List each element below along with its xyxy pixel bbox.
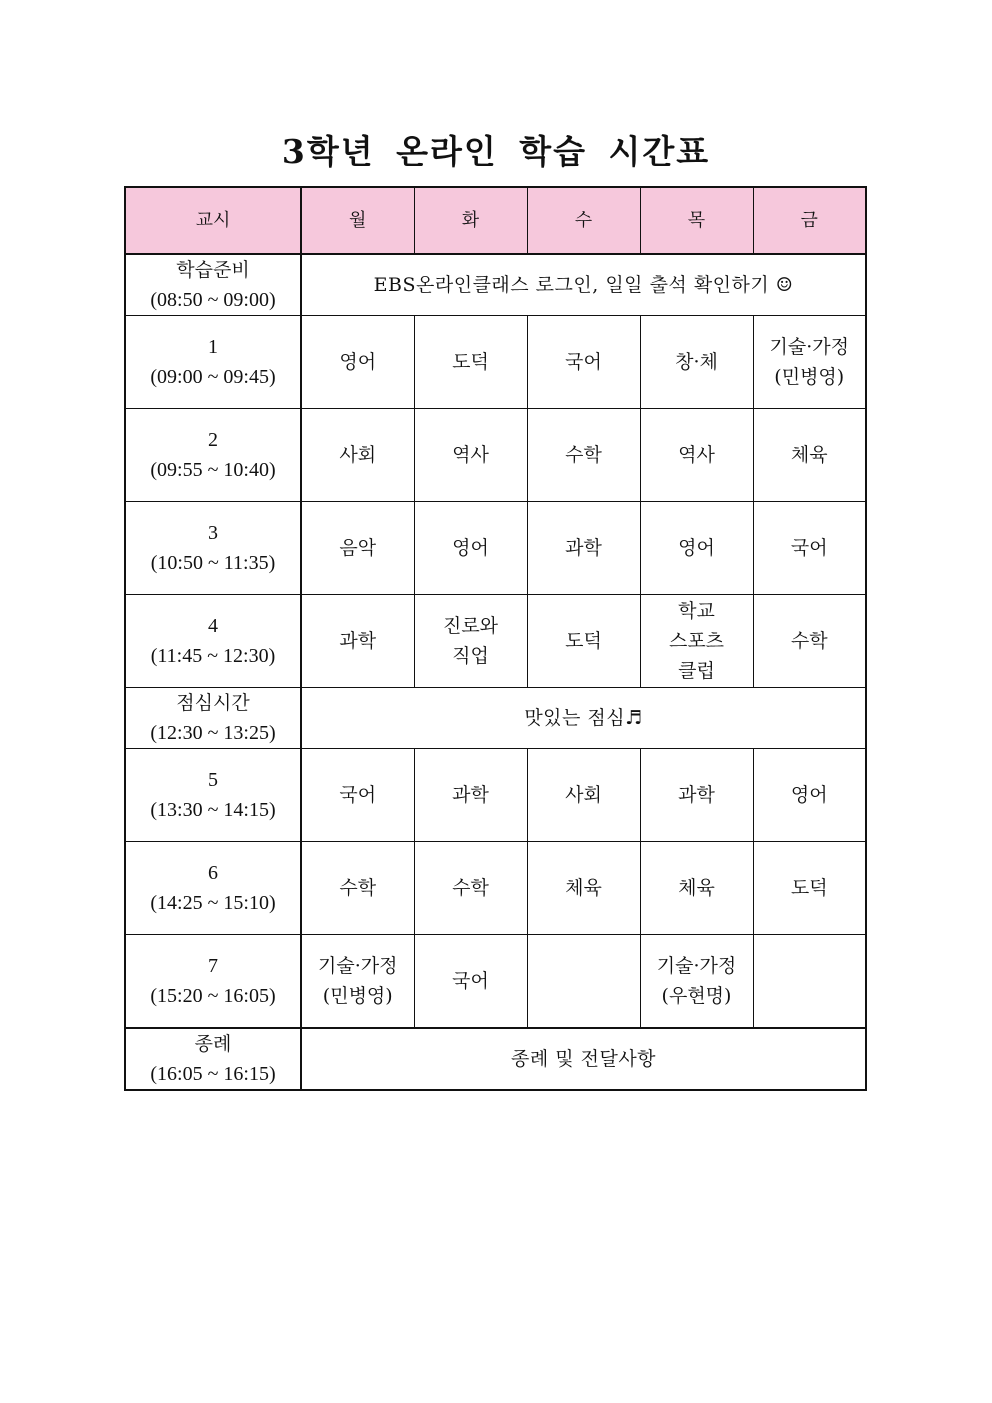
- subject-cell: 체육: [753, 409, 866, 502]
- teacher-name: (우현명): [661, 985, 732, 1007]
- subject-cell: 영어: [640, 502, 753, 595]
- row-prep: [125, 254, 866, 316]
- subject-cell: [640, 935, 753, 1029]
- subject-cell: 창·체: [640, 316, 753, 409]
- period-time: (11:45 ~ 12:30): [150, 645, 276, 667]
- period-cell-4: [125, 595, 301, 688]
- period-time: (10:50 ~ 11:35): [150, 552, 276, 574]
- subject-cell: 국어: [753, 502, 866, 595]
- period-number: 7: [208, 955, 218, 977]
- row-lunch: [125, 688, 866, 749]
- subject-cell: 역사: [414, 409, 527, 502]
- period-time: (08:50 ~ 09:00): [150, 289, 276, 311]
- subject-name: 기술·가정: [769, 336, 849, 358]
- teacher-name: (민병영): [322, 985, 393, 1007]
- period-number: 4: [208, 615, 218, 637]
- period-cell-7: [125, 935, 301, 1029]
- period-cell-2: [125, 409, 301, 502]
- period-number: 6: [208, 862, 218, 884]
- period-time: (15:20 ~ 16:05): [150, 985, 276, 1007]
- lunch-note: 맛있는 점심♬: [301, 688, 866, 749]
- subject-cell: [414, 595, 527, 688]
- subject-name-line: 스포츠: [668, 630, 725, 652]
- period-cell-prep: [125, 254, 301, 316]
- row-period-6: [125, 842, 866, 935]
- subject-cell: 과학: [414, 749, 527, 842]
- row-period-4: [125, 595, 866, 688]
- header-day-mon: 월: [301, 187, 414, 254]
- row-period-5: [125, 749, 866, 842]
- subject-name-line: 직업: [452, 645, 489, 667]
- period-label: 학습준비: [176, 259, 250, 281]
- subject-cell: [640, 595, 753, 688]
- subject-cell: 체육: [640, 842, 753, 935]
- period-label: 점심시간: [176, 692, 250, 714]
- subject-cell: 체육: [527, 842, 640, 935]
- period-cell-closing: [125, 1028, 301, 1090]
- subject-cell: 음악: [301, 502, 414, 595]
- period-number: 5: [208, 769, 218, 791]
- subject-cell: 과학: [640, 749, 753, 842]
- header-period: 교시: [125, 187, 301, 254]
- subject-cell: 영어: [414, 502, 527, 595]
- subject-cell: 도덕: [753, 842, 866, 935]
- header-day-wed: 수: [527, 187, 640, 254]
- subject-cell: 수학: [301, 842, 414, 935]
- period-cell-1: [125, 316, 301, 409]
- row-closing: [125, 1028, 866, 1090]
- subject-name: 기술·가정: [656, 955, 737, 977]
- subject-name: 기술·가정: [318, 955, 398, 977]
- period-number: 2: [208, 429, 218, 451]
- row-period-1: [125, 316, 866, 409]
- subject-cell: 수학: [527, 409, 640, 502]
- period-time: (09:00 ~ 09:45): [150, 366, 276, 388]
- period-cell-5: [125, 749, 301, 842]
- closing-note: 종례 및 전달사항: [301, 1028, 866, 1090]
- subject-name-line: 클럽: [678, 660, 715, 682]
- prep-note: EBS온라인클래스 로그인, 일일 출석 확인하기 ☺: [301, 254, 866, 316]
- subject-cell: [301, 935, 414, 1029]
- timetable: [124, 186, 867, 1091]
- subject-cell: 국어: [414, 935, 527, 1029]
- subject-cell: 도덕: [414, 316, 527, 409]
- subject-cell: 과학: [527, 502, 640, 595]
- period-time: (14:25 ~ 15:10): [150, 892, 276, 914]
- row-period-3: [125, 502, 866, 595]
- period-cell-lunch: [125, 688, 301, 749]
- subject-cell: 국어: [301, 749, 414, 842]
- period-cell-3: [125, 502, 301, 595]
- subject-cell: 수학: [414, 842, 527, 935]
- subject-cell: [753, 316, 866, 409]
- subject-cell: 영어: [301, 316, 414, 409]
- subject-cell: 역사: [640, 409, 753, 502]
- subject-cell: 사회: [301, 409, 414, 502]
- period-time: (16:05 ~ 16:15): [150, 1063, 276, 1085]
- subject-cell: 과학: [301, 595, 414, 688]
- header-day-fri: 금: [753, 187, 866, 254]
- subject-cell: 수학: [753, 595, 866, 688]
- subject-cell-empty: [527, 935, 640, 1029]
- row-period-2: [125, 409, 866, 502]
- subject-name-line: 학교: [678, 600, 715, 622]
- header-row: [125, 187, 866, 254]
- teacher-name: (민병영): [774, 366, 845, 388]
- subject-cell: 도덕: [527, 595, 640, 688]
- period-cell-6: [125, 842, 301, 935]
- subject-cell: 국어: [527, 316, 640, 409]
- period-time: (12:30 ~ 13:25): [150, 722, 276, 744]
- period-number: 1: [208, 336, 218, 358]
- subject-name-line: 진로와: [442, 615, 499, 637]
- period-label: 종례: [194, 1033, 232, 1055]
- subject-cell: 사회: [527, 749, 640, 842]
- page-title: 3학년 온라인 학습 시간표: [281, 132, 711, 171]
- period-time: (13:30 ~ 14:15): [150, 799, 276, 821]
- period-time: (09:55 ~ 10:40): [150, 459, 276, 481]
- row-period-7: [125, 935, 866, 1029]
- header-day-tue: 화: [414, 187, 527, 254]
- subject-cell-empty: [753, 935, 866, 1029]
- period-number: 3: [208, 522, 218, 544]
- subject-cell: 영어: [753, 749, 866, 842]
- header-day-thu: 목: [640, 187, 753, 254]
